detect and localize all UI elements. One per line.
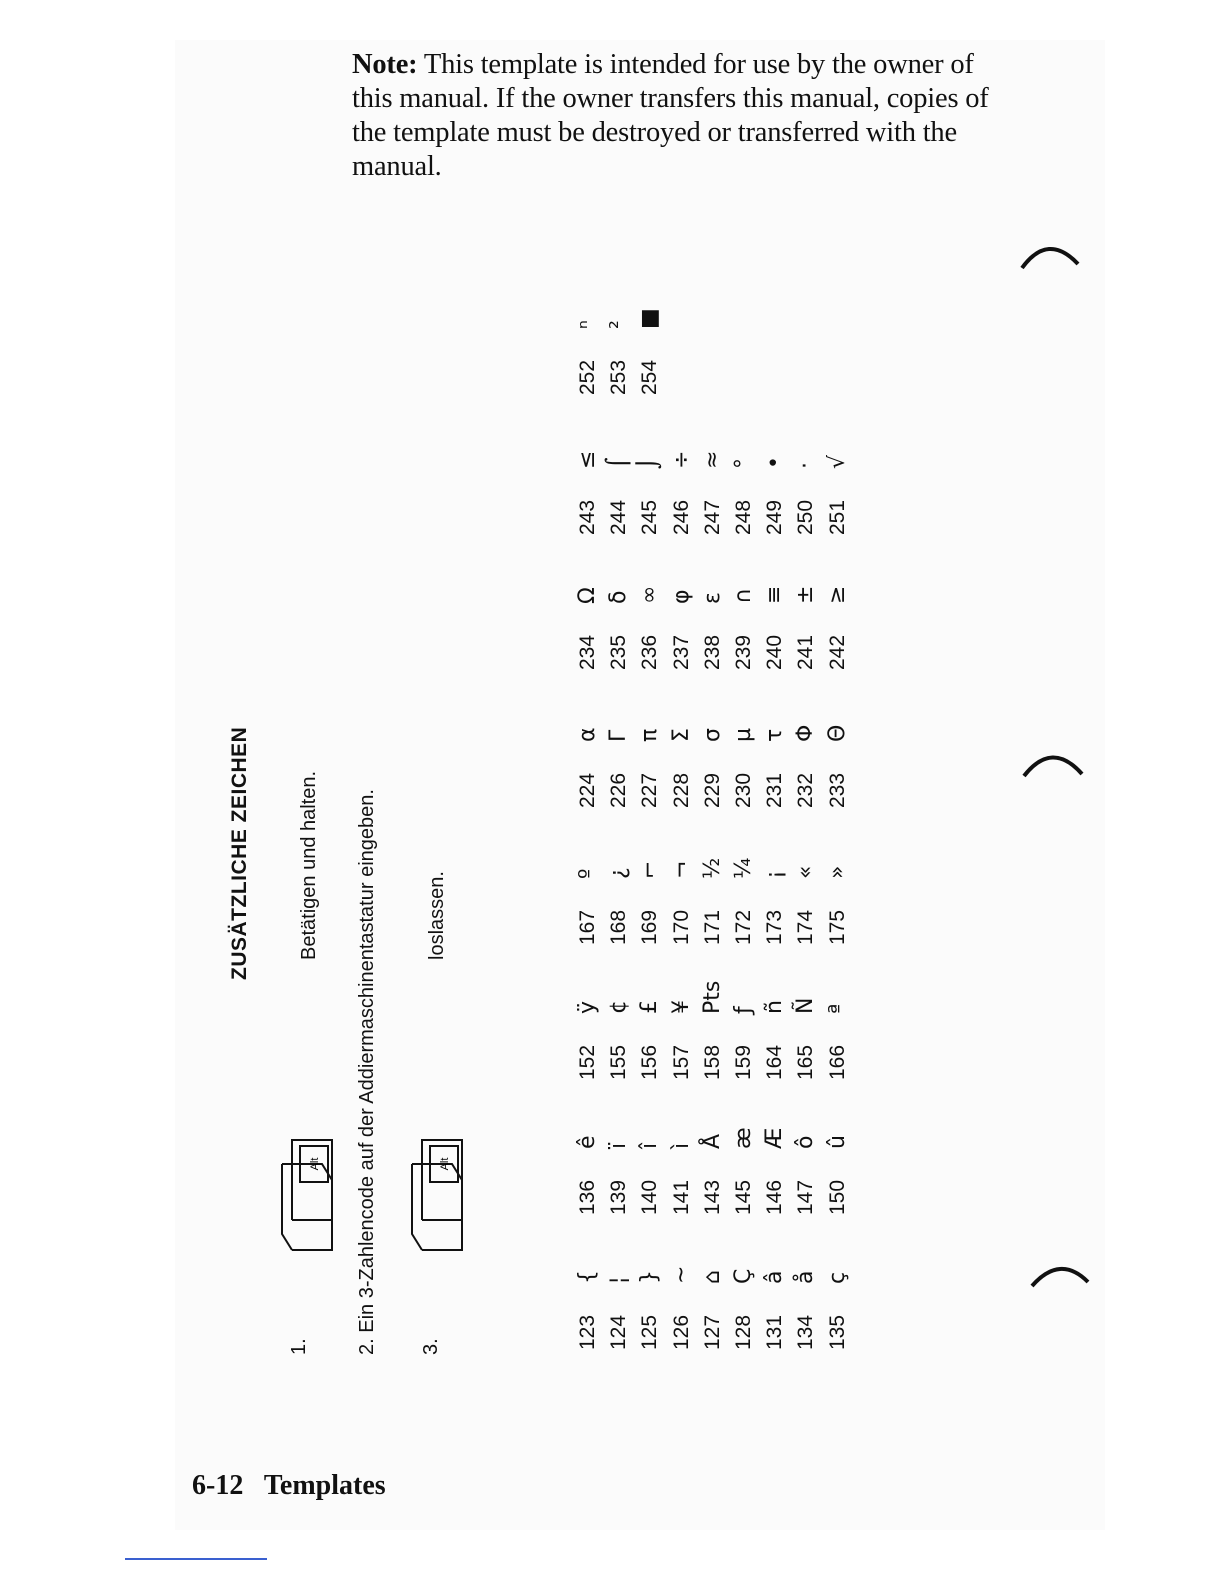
code-number: 159 [731,1044,755,1080]
code-glyph: ■ [637,308,663,329]
code-entry [697,520,728,670]
code-glyph: ¡ [762,870,788,879]
code-entry [759,1200,790,1350]
code-number: 245 [638,499,662,535]
code-column [572,658,853,808]
code-glyph: º [575,868,600,879]
code-glyph: ï [606,1142,632,1149]
code-entry [666,795,697,945]
link-underline [125,1558,267,1560]
code-number: 152 [576,1044,599,1080]
code-entry [822,385,853,535]
code-entry [728,930,759,1080]
code-glyph: Γ [606,729,632,742]
code-number: 227 [638,772,662,808]
code-glyph: √ [824,454,850,469]
code-entry [822,1200,853,1350]
code-number: 247 [700,499,724,535]
code-glyph: Ω [575,587,600,604]
code-entry [822,795,853,945]
code-glyph: π [637,728,663,742]
code-number: 141 [669,1179,693,1215]
code-glyph: Φ [793,724,819,742]
code-number: 127 [700,1314,724,1350]
code-number: 167 [576,909,599,945]
code-glyph: ¦ [606,1276,632,1284]
code-glyph: ⌐ [637,860,663,879]
code-glyph: • [762,456,788,469]
code-number: 248 [731,499,755,535]
code-number: 164 [763,1044,787,1080]
code-glyph: ÷ [668,450,694,469]
code-glyph: φ [668,589,694,604]
note-label: Note: [352,49,418,80]
code-entry [572,1200,603,1350]
code-glyph: · [793,462,819,469]
code-number: 238 [700,634,724,670]
alt-key-icon [252,1130,340,1260]
code-entry [666,658,697,808]
code-glyph: Pts [699,980,725,1014]
code-number: 249 [763,499,787,535]
code-glyph: ≈ [699,450,725,469]
code-glyph: Σ [668,728,694,742]
code-entry [634,1200,665,1350]
code-number: 239 [731,634,755,670]
code-number: 230 [731,772,755,808]
code-number: 125 [638,1314,662,1350]
code-entry [572,930,603,1080]
code-number: 235 [607,634,631,670]
code-glyph: ÿ [575,1000,600,1014]
code-number: 143 [700,1179,724,1215]
code-number: 229 [700,772,724,808]
code-entry [666,385,697,535]
code-number: 231 [763,772,787,808]
step-1-text: Betätigen und halten. [298,770,320,960]
code-entry [572,1065,603,1215]
code-entry [759,930,790,1080]
code-number: 131 [763,1314,787,1350]
code-number: 166 [825,1044,849,1080]
code-glyph: ~ [668,1265,694,1284]
code-glyph: » [824,865,850,879]
code-entry [634,245,665,395]
code-entry [634,795,665,945]
code-entry [759,795,790,945]
code-entry [728,385,759,535]
code-entry [666,930,697,1080]
code-number: 156 [638,1044,662,1080]
code-number: 172 [731,909,755,945]
code-glyph: « [793,865,819,879]
code-number: 246 [669,499,693,535]
code-number: 242 [825,634,849,670]
code-glyph: ∩ [730,587,756,604]
code-entry [790,795,821,945]
code-entry [603,245,634,395]
code-entry [603,795,634,945]
code-glyph: ≥ [824,585,850,604]
code-glyph: α [575,727,600,742]
code-number: 158 [700,1044,724,1080]
code-entry [759,385,790,535]
code-number: 252 [576,359,599,395]
code-glyph: £ [637,1000,663,1014]
code-entry [822,658,853,808]
code-glyph: ç [824,1271,850,1284]
code-entry [697,658,728,808]
code-number: 136 [576,1179,599,1215]
code-number: 234 [576,634,599,670]
step-number: 1. [288,1338,310,1355]
code-glyph: ½ [699,857,725,879]
punch-notch-icon [1030,1258,1092,1298]
code-number: 146 [763,1179,787,1215]
code-column [572,1065,853,1215]
code-number: 243 [576,499,599,535]
punch-notch-icon [1022,748,1084,788]
code-entry [728,520,759,670]
code-entry [790,930,821,1080]
code-glyph: ƒ [730,1006,756,1014]
step-1 [288,1338,311,1355]
code-glyph: â [762,1270,788,1284]
code-number: 134 [794,1314,818,1350]
code-number: 228 [669,772,693,808]
code-column [572,930,853,1080]
code-glyph: î [637,1142,663,1149]
code-entry [759,1065,790,1215]
code-entry [666,1065,697,1215]
step-3 [420,1338,443,1355]
code-glyph: { [575,1270,600,1284]
code-number: 147 [794,1179,818,1215]
code-glyph: ≤ [575,450,600,469]
code-number: 168 [607,909,631,945]
code-glyph: ° [730,458,756,469]
step-2 [356,789,379,1355]
code-number: 232 [794,772,818,808]
code-glyph: Θ [824,724,850,742]
code-number: 251 [825,499,849,535]
step-number: 2. [356,1338,378,1355]
code-entry [634,1065,665,1215]
code-entry [822,520,853,670]
code-glyph: ¥ [668,1000,694,1014]
code-entry [790,385,821,535]
code-glyph: ⁿ [575,320,600,329]
code-entry [572,385,603,535]
code-entry [790,1065,821,1215]
step-number: 3. [420,1338,442,1355]
code-glyph: ª [824,1003,850,1014]
step-3-text: loslassen. [426,871,448,960]
code-glyph: δ [606,590,632,604]
code-glyph: ñ [762,1000,788,1014]
code-glyph: ô [793,1135,819,1149]
code-glyph: } [637,1270,663,1284]
code-number: 226 [607,772,631,808]
code-number: 244 [607,499,631,535]
code-column [572,245,666,395]
code-entry [790,1200,821,1350]
code-number: 140 [638,1179,662,1215]
code-number: 250 [794,499,818,535]
code-entry [697,385,728,535]
page-number: 6-12 [192,1470,244,1501]
code-number: 253 [607,359,631,395]
code-number: 173 [763,909,787,945]
code-entry [728,658,759,808]
code-entry [728,1200,759,1350]
code-number: 123 [576,1314,599,1350]
code-glyph: ì [668,1142,694,1149]
code-glyph: ê [575,1135,600,1149]
code-glyph: ¢ [606,1000,632,1014]
code-entry [603,1065,634,1215]
code-entry [572,245,603,395]
code-column [572,795,853,945]
code-number: 236 [638,634,662,670]
code-entry [790,520,821,670]
code-glyph: ε [699,592,725,604]
code-number: 124 [607,1314,631,1350]
code-entry [728,795,759,945]
code-number: 126 [669,1314,693,1350]
code-glyph: ¿ [606,867,632,879]
code-number: 233 [825,772,849,808]
key-label: Alt [439,1157,451,1171]
code-number: 170 [669,909,693,945]
code-entry [603,385,634,535]
code-entry [728,1065,759,1215]
code-glyph: ⌂ [699,1270,725,1284]
code-number: 145 [731,1179,755,1215]
template-title: ZUSÄTZLICHE ZEICHEN [228,726,251,980]
code-number: 135 [825,1314,849,1350]
code-entry [603,520,634,670]
code-entry [572,658,603,808]
code-entry [697,1200,728,1350]
alt-key-icon [382,1130,470,1260]
code-number: 240 [763,634,787,670]
code-glyph: ± [793,585,819,604]
key-label: Alt [309,1157,321,1171]
code-number: 165 [794,1044,818,1080]
code-entry [790,658,821,808]
code-number: 171 [700,909,724,945]
code-entry [759,520,790,670]
code-entry [603,658,634,808]
code-entry [822,1065,853,1215]
code-entry [697,795,728,945]
code-glyph: µ [730,728,756,742]
code-entry [572,520,603,670]
code-number: 175 [825,909,849,945]
code-glyph: æ [730,1127,756,1149]
code-column [572,1200,853,1350]
page-footer [192,1470,386,1502]
code-entry [634,520,665,670]
code-glyph: ¼ [730,857,756,879]
code-entry [822,930,853,1080]
code-number: 128 [731,1314,755,1350]
code-entry [572,795,603,945]
code-number: 150 [825,1179,849,1215]
code-entry [634,930,665,1080]
code-entry [666,520,697,670]
code-glyph: û [824,1135,850,1149]
code-entry [634,658,665,808]
code-number: 254 [638,359,662,395]
code-number: 155 [607,1044,631,1080]
code-entry [759,658,790,808]
code-glyph: Ñ [793,997,819,1014]
code-glyph: ² [606,320,632,329]
section-title: Templates [263,1470,386,1501]
code-entry [634,385,665,535]
code-number: 169 [638,909,662,945]
code-glyph: ¬ [668,860,694,879]
note-paragraph [352,48,1002,184]
alt-code-template [220,280,860,1370]
code-glyph: Ç [730,1268,756,1284]
code-column [572,385,853,535]
code-entry [603,930,634,1080]
code-glyph: ⌡ [637,457,663,469]
code-glyph: Å [699,1133,725,1149]
code-entry [697,1065,728,1215]
code-number: 139 [607,1179,631,1215]
code-entry [666,1200,697,1350]
code-number: 237 [669,634,693,670]
note-text: This template is intended for use by the owner of this manual. If the owner transfers this manual, copies of the template must be destroyed or transferred with the manual. [352,49,989,182]
code-glyph: τ [762,728,788,742]
code-entry [697,930,728,1080]
code-number: 241 [794,634,818,670]
code-entry [603,1200,634,1350]
code-number: 174 [794,909,818,945]
punch-notch-icon [1020,240,1082,280]
code-glyph: ≡ [762,585,788,604]
code-number: 224 [576,772,599,808]
code-column [572,520,853,670]
step-text: Ein 3-Zahlencode auf der Addiermaschinentastatur eingeben. [356,789,378,1333]
code-glyph: å [793,1270,819,1284]
code-glyph: ⌠ [606,457,632,469]
code-number: 157 [669,1044,693,1080]
code-glyph: Æ [762,1127,788,1149]
code-glyph: ∞ [637,585,663,604]
code-glyph: σ [699,728,725,742]
